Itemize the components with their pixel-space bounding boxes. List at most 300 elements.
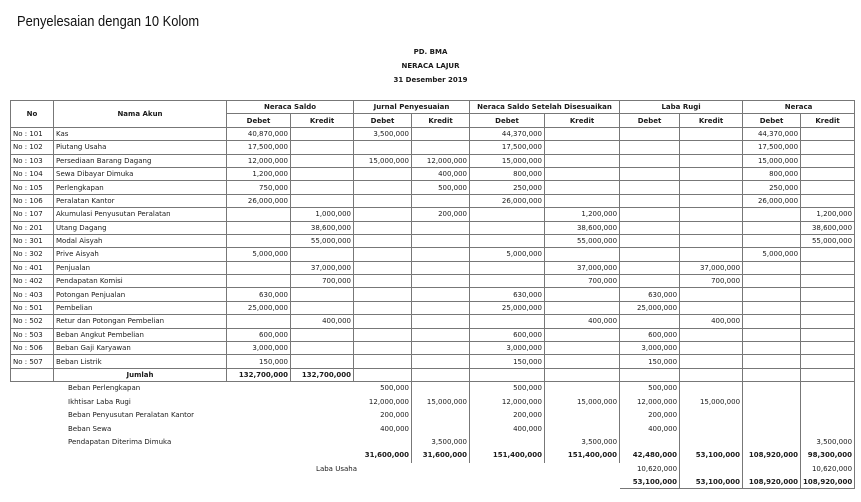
amount-cell: 400,000 xyxy=(291,315,354,328)
amount-cell: 3,500,000 xyxy=(354,127,412,140)
cell xyxy=(291,449,354,462)
amount-cell: 800,000 xyxy=(743,167,801,180)
amount-cell: 25,000,000 xyxy=(620,301,680,314)
cell xyxy=(227,408,291,421)
amount-cell xyxy=(620,127,680,140)
amount-cell xyxy=(801,141,855,154)
amount-cell xyxy=(470,315,545,328)
worksheet-body xyxy=(11,127,855,489)
amount-cell xyxy=(680,181,743,194)
adjustment-name: Beban Perlengkapan xyxy=(68,384,141,393)
amount-cell xyxy=(354,194,412,207)
amount-cell xyxy=(412,408,470,421)
amount-cell xyxy=(545,154,620,167)
company-name: PD. BMA xyxy=(413,48,448,56)
amount-cell xyxy=(801,275,855,288)
amount-cell: 500,000 xyxy=(412,181,470,194)
amount-cell: 12,000,000 xyxy=(354,395,412,408)
adjustment-row xyxy=(11,435,855,448)
amount-cell xyxy=(620,194,680,207)
account-number: No : 503 xyxy=(11,328,54,341)
amount-cell xyxy=(545,194,620,207)
final-row xyxy=(11,475,855,488)
account-name: Beban Gaji Karyawan xyxy=(54,342,227,355)
amount-cell xyxy=(354,275,412,288)
amount-cell: 200,000 xyxy=(412,208,470,221)
cell xyxy=(11,382,54,395)
amount-cell: 12,000,000 xyxy=(470,395,545,408)
amount-cell xyxy=(291,248,354,261)
cell xyxy=(54,449,227,462)
amount-cell xyxy=(545,167,620,180)
account-row xyxy=(11,154,855,167)
cell xyxy=(412,475,470,488)
header-laba-rugi: Laba Rugi xyxy=(620,101,743,114)
amount-cell xyxy=(680,382,743,395)
amount-cell xyxy=(680,342,743,355)
amount-cell xyxy=(291,301,354,314)
laba-usaha-cell: 10,620,000 xyxy=(801,462,855,475)
amount-cell: 630,000 xyxy=(227,288,291,301)
amount-cell: 600,000 xyxy=(470,328,545,341)
account-row xyxy=(11,221,855,234)
account-name: Persediaan Barang Dagang xyxy=(54,154,227,167)
amount-cell: 400,000 xyxy=(620,422,680,435)
amount-cell xyxy=(620,221,680,234)
account-number: No : 302 xyxy=(11,248,54,261)
amount-cell: 400,000 xyxy=(354,422,412,435)
amount-cell xyxy=(743,328,801,341)
cell xyxy=(227,395,291,408)
amount-cell xyxy=(680,408,743,421)
amount-cell xyxy=(470,221,545,234)
amount-cell xyxy=(227,208,291,221)
amount-cell: 500,000 xyxy=(620,382,680,395)
amount-cell xyxy=(801,167,855,180)
adjustment-row xyxy=(11,395,855,408)
amount-cell: 250,000 xyxy=(470,181,545,194)
account-number: No : 106 xyxy=(11,194,54,207)
amount-cell: 44,370,000 xyxy=(743,127,801,140)
final-cell: 53,100,000 xyxy=(620,475,680,488)
amount-cell xyxy=(801,328,855,341)
account-number: No : 107 xyxy=(11,208,54,221)
amount-cell xyxy=(291,181,354,194)
amount-cell xyxy=(743,355,801,368)
amount-cell xyxy=(680,127,743,140)
amount-cell: 55,000,000 xyxy=(545,234,620,247)
adjustment-name: Pendapatan Diterima Dimuka xyxy=(68,437,172,446)
amount-cell xyxy=(291,154,354,167)
amount-cell xyxy=(354,315,412,328)
amount-cell xyxy=(412,288,470,301)
amount-cell xyxy=(680,154,743,167)
amount-cell xyxy=(412,127,470,140)
amount-cell xyxy=(620,315,680,328)
amount-cell xyxy=(801,382,855,395)
header-debit: Debet xyxy=(470,114,545,127)
cell xyxy=(291,435,354,448)
amount-cell xyxy=(743,435,801,448)
amount-cell xyxy=(680,301,743,314)
amount-cell: 12,000,000 xyxy=(412,154,470,167)
amount-cell xyxy=(743,342,801,355)
account-row xyxy=(11,167,855,180)
amount-cell xyxy=(801,422,855,435)
amount-cell xyxy=(680,194,743,207)
amount-cell: 40,870,000 xyxy=(227,127,291,140)
amount-cell xyxy=(680,368,743,381)
amount-cell xyxy=(354,261,412,274)
amount-cell: 38,600,000 xyxy=(801,221,855,234)
amount-cell xyxy=(354,301,412,314)
amount-cell xyxy=(620,141,680,154)
amount-cell xyxy=(227,234,291,247)
amount-cell: 1,200,000 xyxy=(227,167,291,180)
account-row xyxy=(11,288,855,301)
account-row xyxy=(11,315,855,328)
amount-cell: 600,000 xyxy=(620,328,680,341)
amount-cell: 12,000,000 xyxy=(620,395,680,408)
amount-cell xyxy=(354,221,412,234)
amount-cell xyxy=(801,248,855,261)
totals-row xyxy=(11,449,855,462)
total-cell: 42,480,000 xyxy=(620,449,680,462)
amount-cell xyxy=(354,234,412,247)
amount-cell xyxy=(470,368,545,381)
amount-cell: 17,500,000 xyxy=(227,141,291,154)
amount-cell: 400,000 xyxy=(470,422,545,435)
amount-cell xyxy=(412,328,470,341)
amount-cell: 15,000,000 xyxy=(743,154,801,167)
amount-cell: 500,000 xyxy=(354,382,412,395)
amount-cell xyxy=(545,408,620,421)
final-cell: 108,920,000 xyxy=(801,475,855,488)
header-no: No xyxy=(11,101,54,128)
amount-cell: 150,000 xyxy=(227,355,291,368)
amount-cell xyxy=(680,435,743,448)
amount-cell xyxy=(620,154,680,167)
amount-cell: 44,370,000 xyxy=(470,127,545,140)
page-heading: Penyelesaian dengan 10 Kolom xyxy=(17,13,200,30)
header-debit: Debet xyxy=(354,114,412,127)
cell xyxy=(291,475,354,488)
amount-cell xyxy=(412,315,470,328)
amount-cell xyxy=(470,275,545,288)
account-number: No : 101 xyxy=(11,127,54,140)
account-number: No : 402 xyxy=(11,275,54,288)
account-row xyxy=(11,208,855,221)
cell xyxy=(470,475,545,488)
amount-cell xyxy=(680,288,743,301)
account-number: No : 502 xyxy=(11,315,54,328)
account-name: Beban Listrik xyxy=(54,355,227,368)
cell xyxy=(291,395,354,408)
final-cell: 53,100,000 xyxy=(680,475,743,488)
jumlah-credit: 132,700,000 xyxy=(291,368,354,381)
header-jurnal-penyesuaian: Jurnal Penyesuaian xyxy=(354,101,470,114)
account-number: No : 401 xyxy=(11,261,54,274)
account-row xyxy=(11,275,855,288)
amount-cell: 3,500,000 xyxy=(545,435,620,448)
amount-cell: 15,000,000 xyxy=(680,395,743,408)
amount-cell xyxy=(743,368,801,381)
account-row xyxy=(11,328,855,341)
amount-cell: 15,000,000 xyxy=(545,395,620,408)
header-nssd: Neraca Saldo Setelah Disesuaikan xyxy=(470,101,620,114)
amount-cell xyxy=(801,261,855,274)
header-credit: Kredit xyxy=(412,114,470,127)
amount-cell: 750,000 xyxy=(227,181,291,194)
amount-cell xyxy=(743,288,801,301)
amount-cell xyxy=(354,167,412,180)
amount-cell: 3,000,000 xyxy=(620,342,680,355)
amount-cell xyxy=(545,181,620,194)
cell xyxy=(11,408,54,421)
account-row xyxy=(11,194,855,207)
amount-cell xyxy=(743,301,801,314)
amount-cell xyxy=(620,261,680,274)
amount-cell xyxy=(291,141,354,154)
amount-cell xyxy=(470,435,545,448)
amount-cell xyxy=(545,141,620,154)
adjustment-name: Ikhtisar Laba Rugi xyxy=(68,397,131,406)
account-row xyxy=(11,342,855,355)
amount-cell: 600,000 xyxy=(227,328,291,341)
amount-cell xyxy=(743,234,801,247)
amount-cell: 630,000 xyxy=(470,288,545,301)
amount-cell xyxy=(291,167,354,180)
cell xyxy=(291,422,354,435)
amount-cell: 25,000,000 xyxy=(470,301,545,314)
cell xyxy=(54,475,227,488)
cell xyxy=(291,408,354,421)
amount-cell xyxy=(545,355,620,368)
amount-cell: 12,000,000 xyxy=(227,154,291,167)
amount-cell xyxy=(680,221,743,234)
account-number: No : 105 xyxy=(11,181,54,194)
amount-cell xyxy=(545,422,620,435)
amount-cell xyxy=(412,141,470,154)
amount-cell xyxy=(620,234,680,247)
amount-cell xyxy=(545,382,620,395)
amount-cell: 400,000 xyxy=(545,315,620,328)
account-number: No : 403 xyxy=(11,288,54,301)
amount-cell: 1,200,000 xyxy=(801,208,855,221)
amount-cell xyxy=(412,422,470,435)
cell xyxy=(545,475,620,488)
amount-cell xyxy=(412,275,470,288)
amount-cell: 55,000,000 xyxy=(291,234,354,247)
amount-cell: 3,000,000 xyxy=(470,342,545,355)
amount-cell xyxy=(412,194,470,207)
amount-cell xyxy=(291,328,354,341)
amount-cell xyxy=(545,301,620,314)
account-row xyxy=(11,248,855,261)
header-account: Nama Akun xyxy=(54,101,227,128)
amount-cell xyxy=(412,221,470,234)
amount-cell xyxy=(620,368,680,381)
account-row xyxy=(11,301,855,314)
amount-cell xyxy=(743,315,801,328)
amount-cell: 200,000 xyxy=(620,408,680,421)
total-cell: 151,400,000 xyxy=(545,449,620,462)
account-name: Penjualan xyxy=(54,261,227,274)
amount-cell xyxy=(545,342,620,355)
account-name: Modal Aisyah xyxy=(54,234,227,247)
header-credit: Kredit xyxy=(545,114,620,127)
amount-cell xyxy=(354,355,412,368)
amount-cell xyxy=(743,275,801,288)
amount-cell xyxy=(743,261,801,274)
amount-cell xyxy=(470,261,545,274)
amount-cell xyxy=(412,248,470,261)
amount-cell: 700,000 xyxy=(291,275,354,288)
amount-cell xyxy=(354,328,412,341)
header-debit: Debet xyxy=(227,114,291,127)
amount-cell xyxy=(680,234,743,247)
account-row xyxy=(11,127,855,140)
amount-cell xyxy=(801,342,855,355)
amount-cell xyxy=(227,221,291,234)
amount-cell: 3,000,000 xyxy=(227,342,291,355)
account-number: No : 501 xyxy=(11,301,54,314)
amount-cell xyxy=(354,288,412,301)
amount-cell: 500,000 xyxy=(470,382,545,395)
amount-cell xyxy=(680,248,743,261)
amount-cell: 37,000,000 xyxy=(680,261,743,274)
account-number: No : 104 xyxy=(11,167,54,180)
cell xyxy=(11,475,54,488)
amount-cell: 5,000,000 xyxy=(227,248,291,261)
account-name: Beban Angkut Pembelian xyxy=(54,328,227,341)
total-cell: 31,600,000 xyxy=(412,449,470,462)
final-cell: 108,920,000 xyxy=(743,475,801,488)
amount-cell xyxy=(354,368,412,381)
header-neraca-saldo: Neraca Saldo xyxy=(227,101,354,114)
amount-cell xyxy=(743,395,801,408)
cell xyxy=(11,368,54,381)
cell xyxy=(11,422,54,435)
amount-cell: 15,000,000 xyxy=(470,154,545,167)
cell xyxy=(11,395,54,408)
amount-cell: 26,000,000 xyxy=(743,194,801,207)
amount-cell xyxy=(470,234,545,247)
header-debit: Debet xyxy=(620,114,680,127)
amount-cell: 200,000 xyxy=(354,408,412,421)
amount-cell: 15,000,000 xyxy=(354,154,412,167)
adjustment-row xyxy=(11,422,855,435)
amount-cell xyxy=(354,141,412,154)
amount-cell xyxy=(354,248,412,261)
adjustment-row xyxy=(11,382,855,395)
amount-cell: 17,500,000 xyxy=(743,141,801,154)
report-title: NERACA LAJUR xyxy=(401,62,460,70)
amount-cell: 400,000 xyxy=(680,315,743,328)
amount-cell xyxy=(227,261,291,274)
amount-cell xyxy=(412,301,470,314)
amount-cell: 37,000,000 xyxy=(291,261,354,274)
amount-cell: 1,200,000 xyxy=(545,208,620,221)
laba-usaha-cell xyxy=(743,462,801,475)
amount-cell: 800,000 xyxy=(470,167,545,180)
amount-cell: 1,000,000 xyxy=(291,208,354,221)
amount-cell xyxy=(291,342,354,355)
cell xyxy=(354,475,412,488)
amount-cell xyxy=(227,275,291,288)
header-credit: Kredit xyxy=(680,114,743,127)
amount-cell: 630,000 xyxy=(620,288,680,301)
amount-cell xyxy=(801,288,855,301)
amount-cell xyxy=(680,167,743,180)
cell xyxy=(227,422,291,435)
jumlah-label: Jumlah xyxy=(54,368,227,381)
amount-cell xyxy=(354,435,412,448)
adjustment-name: Beban Penyusutan Peralatan Kantor xyxy=(68,411,195,420)
total-cell: 98,300,000 xyxy=(801,449,855,462)
account-number: No : 103 xyxy=(11,154,54,167)
amount-cell xyxy=(680,422,743,435)
amount-cell xyxy=(801,408,855,421)
amount-cell: 400,000 xyxy=(412,167,470,180)
amount-cell xyxy=(801,127,855,140)
amount-cell xyxy=(545,288,620,301)
amount-cell xyxy=(620,248,680,261)
account-row xyxy=(11,141,855,154)
total-cell: 108,920,000 xyxy=(743,449,801,462)
amount-cell xyxy=(354,342,412,355)
amount-cell: 700,000 xyxy=(545,275,620,288)
amount-cell xyxy=(801,154,855,167)
jumlah-row xyxy=(11,368,855,381)
amount-cell xyxy=(470,208,545,221)
account-name: Piutang Usaha xyxy=(54,141,227,154)
account-name: Pembelian xyxy=(54,301,227,314)
amount-cell: 55,000,000 xyxy=(801,234,855,247)
amount-cell xyxy=(291,127,354,140)
account-name: Akumulasi Penyusutan Peralatan xyxy=(54,208,227,221)
laba-usaha-label: Laba Usaha xyxy=(316,464,357,473)
laba-usaha-cell: 10,620,000 xyxy=(620,462,680,475)
account-name: Retur dan Potongan Pembelian xyxy=(54,315,227,328)
amount-cell: 38,600,000 xyxy=(291,221,354,234)
account-name: Utang Dagang xyxy=(54,221,227,234)
account-name: Pendapatan Komisi xyxy=(54,275,227,288)
cell xyxy=(291,382,354,395)
laba-usaha-cell xyxy=(680,462,743,475)
amount-cell: 38,600,000 xyxy=(545,221,620,234)
amount-cell: 26,000,000 xyxy=(470,194,545,207)
cell xyxy=(11,449,54,462)
amount-cell xyxy=(620,275,680,288)
amount-cell: 26,000,000 xyxy=(227,194,291,207)
account-number: No : 102 xyxy=(11,141,54,154)
amount-cell xyxy=(291,355,354,368)
amount-cell: 17,500,000 xyxy=(470,141,545,154)
amount-cell xyxy=(620,181,680,194)
amount-cell xyxy=(354,208,412,221)
amount-cell xyxy=(680,141,743,154)
amount-cell xyxy=(743,382,801,395)
amount-cell xyxy=(743,422,801,435)
amount-cell xyxy=(801,395,855,408)
account-name: Potongan Penjualan xyxy=(54,288,227,301)
amount-cell xyxy=(412,382,470,395)
amount-cell xyxy=(545,127,620,140)
cell xyxy=(227,382,291,395)
amount-cell xyxy=(412,342,470,355)
amount-cell: 25,000,000 xyxy=(227,301,291,314)
